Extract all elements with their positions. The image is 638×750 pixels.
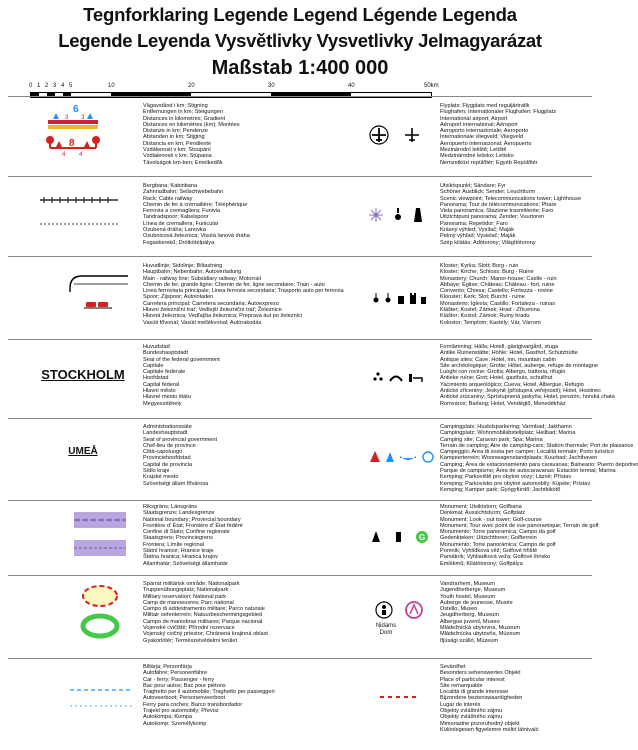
section-divider — [8, 339, 592, 340]
legend-text-left: Bergbana; Kabinbana Zahnradbahn; Seilschwebebahn Rack; Cable railway Chemin de fer à crémaillère; Téléphérique Ferrovia a cremagliera; Funivia Tandradspoor; Kabelspoor Línea de cremallera; Funicular Ozubená dráha; Lanovka Ozubnicová železnica; Visutá lanová dráha Fogaskerekű; Drótkötélpálya — [143, 183, 250, 246]
scale-label: 5 — [69, 83, 73, 89]
gradient-label: 4 — [79, 152, 83, 158]
legend-text-right: Flyplats; Flygplats med reguljärtrafik Flughafen; Internationaler Flughafen; Flugplatz International airport; Airport Aéroport international; Aéroport Aeroporto internazionale; Aeroporto Internationale vliegveld; Vliegveld Aeropuerto internacional; Aeropuerto Mezinárodní letiště; Letiště Medzinárodné letisko; Letisko Nemzetközi repülőtér; Egyéb Repülőtér — [440, 103, 556, 166]
scale-label: 4 — [61, 83, 65, 89]
scale-label: 40 — [348, 83, 355, 89]
legend-text-left: Spärrat militärisk område; Nationalpark Truppenübungsplatz; Nationalpark Military reservation; National park Camp de manoeuvres; Parc national Campo di addestramento militare; Parco naturale Militair oefenterrein; Natuurbeschermingsgebied Campo de maniobras militares; Parque nacional Vojenské cvičiště; Přírodní rezervace Vojenský cvičný priestor; Chránená krajinná oblast Gyakorlótér; Természetvédelmi terület — [143, 581, 268, 644]
legend-text-left: Vägavstånd i km; Stigning Entfernungen in km; Steigungen Distances in kilometres; Gradient Distances en kilomètres (km); Montées Distanze in km; Pendenze Afstanden in km; Stijging Distancia en km; Pendiente Vzdálenosti v km; Stoupání Vzdialenosti v km; Stúpania Távolságok km-ben; Emelkedők — [143, 103, 240, 166]
section-divider — [8, 256, 592, 257]
museum-example-label: Dom — [379, 630, 393, 636]
section-divider — [8, 658, 592, 659]
section-divider — [8, 575, 592, 576]
monument-tower-golf-icons — [370, 530, 430, 544]
title-line-2: Legende Leyenda Vysvětlivky Vysvetlivky Jelmagyarázat — [58, 30, 542, 51]
section-divider — [8, 500, 592, 501]
scale-title: Maßstab 1:400 000 — [211, 57, 389, 79]
rack-railway-symbol — [40, 184, 120, 244]
scale-label: 2 — [45, 83, 49, 89]
scale-label: 1 — [37, 83, 41, 89]
camping-caravan-spa-marina-icons — [370, 450, 436, 464]
title-line-1: Tegnforklaring Legende Legend Légende Legenda — [83, 4, 517, 25]
section-divider — [8, 418, 592, 419]
legend-text-left: Administrationssäte Landeshauptstadt Seat of provincial government Chef-lieu de province Città-capoluogo Provinciehoofdstad Capital de provincia Sídlo kraje Krajské mesto Szövetségi állam fővárosa — [143, 424, 218, 487]
gradient-label: 3 — [81, 115, 85, 121]
scale-label: 3 — [53, 83, 57, 89]
hostel-museum-icons — [374, 599, 426, 621]
scale-label: 30 — [268, 83, 275, 89]
legend-section-railways-viewpoints — [0, 180, 600, 252]
legend-section-capitals-sites — [0, 343, 615, 413]
boundary-symbols — [74, 512, 128, 564]
legend-text-right: Kloster; Kyrka; Slott; Borg - ruin Kloster; Kirche; Schloss; Burg - Ruine Monastery; Church; Manor-house; Castle - ruin Abbaye; Église; Château; Château - fort, ruine Convento; Chiesa; Castello; Fortezza - rovine Klooster; Kerk; Slot; Burcht - ruïne Monasterio; Iglesia; Castillo; Fortaleza - ruinas Klášter; Kostel; Zámek; Hrad - Zřícenina Kláštor; Kostol; Zámok; Ruiny hradu Kolostor; Templom; Kastély; Vár, Várrom — [440, 263, 557, 326]
ruins-cave-hotel-icons — [372, 369, 430, 385]
distance-label: 8 — [69, 138, 75, 149]
legend-text-right: Utsiktspunkt; Sändare; Fyr Schöner Ausblick; Sender; Leuchtturm Scenic viewpoint; Telecommunications tower; Lighthouse Panorama; Tour de télécommunications; Phare Vista panoramica; Stazione trasmittente; Faro Uitzichtpunt panorama; Zender; Vuurtoren Panorama; Repetidor; Faro Krásný výhled; Vysílač; Maják Pekný výhľad; Vysielač; Maják Szép kilátás; Adótorony; Világítótorony — [440, 183, 582, 246]
monastery-church-castle-icons — [372, 292, 428, 306]
svg-text:G: G — [419, 533, 426, 542]
capital-city-label: STOCKHOLM — [41, 367, 125, 382]
legend-section-provincial-camping — [0, 422, 638, 496]
section-divider — [8, 96, 592, 97]
legend-text-left: Huvudlinje; Sidolinje; Biltastning Hauptbahn; Nebenbahn; Autoverladung Main - railway line; Subsidiary railway; Motorrail Chemin de fer, grande ligne; Chemin de fer, ligne secondaire; Train - auto Linea ferroviaria principale; Linea ferrovia secondaria; Trasporto auto per ferrovia Spoor; Zijspoor; Autoinladen Carretera principal; Carretera secundaria; Autoexpreso Hlavní železniční trať; Vedlejší železniční trať; Železnice Hlavná železnica; Vedľajšia železnica; Preprava áut po železnici Vasúti fővonal; Vasúti mellékvonal; Autórakodás — [143, 263, 344, 326]
place-of-interest-icon — [378, 692, 418, 702]
scale-label: 20 — [188, 83, 195, 89]
legend-section-rail-lines-churches — [0, 260, 600, 336]
scale-label: 10 — [108, 83, 115, 89]
legend-text-left: Biltärja; Personfärja Autofähre; Personenfähre Car - ferry; Passenger - ferry Bac pour autos; Bac pour piétons Traghetto per il automobile; Traghetto per passeggeri Autoveerboot; Personenveerboot Ferry para coches; Barco transbordador Trajekt pro automobily; Převoz Autokompa; Kompa Autokomp; Személykomp — [143, 664, 275, 727]
legend-text-left: Huvudstad Bundeshauptstadt Seat of the federal government Capitale Capitale federale Hoofdstad Capital federal Hlavní město Hlavné mesto štátu Megyeszékhely — [143, 344, 220, 407]
museum-example-label: Nidams — [375, 623, 397, 629]
distance-label: 6 — [73, 104, 79, 115]
legend-section-parks-museums — [0, 579, 600, 655]
provincial-seat-label: UMEÅ — [68, 446, 98, 457]
legend-section-ferries-sights — [0, 662, 600, 744]
section-divider — [8, 176, 592, 177]
legend-section-distances — [0, 100, 600, 172]
ferry-lines-symbol — [70, 684, 134, 718]
military-park-symbols — [80, 583, 122, 645]
gradient-label: 4 — [62, 152, 66, 158]
scale-bar-track — [30, 92, 432, 98]
legend-text-right: Fornlämning; Hälla; Hotell, gästgivargård, stuga Antike Ruinenstätte; Höhle; Hotel, Gasthof, Schutzhütte Antique sites; Cave; Hotel, inn, mountain cabin Site archéologique; Grotte; Hôtel, auberge, refuge de montagne Luoghi con rovine; Grotta; Albergo, trattoria, rifugio Antieke ruïne; Grot; Hotel, gasthuis, schuilhut Yacimiento arqueológico; Cueva; Hotel, Albergue, Refugio Antické zříceniny; Jeskyně (přístupná veřejnosti); Hotel, Hostinec Antické zrúcaniny; Sprístupnená jaskyňa; Hotel, penzión, horská chata Romváros; Barlang; Hotel, Vendéglő, Menedékház — [440, 344, 615, 407]
railway-lines-symbol — [70, 264, 130, 316]
legend-text-left: Riksgräns; Länsgräns Staatsgrenze; Landesgrenze National boundary; Provincial boundary Frontière d' État; Frontière d' État fédéré Confine di Stato; Confine regionale Staatsgrens; Provinciegrens Frontera; Límite regional Státní hranice; Hranice kraje Štátna hranica; Hranica krajov Allamhatár; Szövetségi államhatár — [143, 504, 243, 567]
distance-gradient-symbols — [42, 100, 112, 172]
airport-icon — [368, 124, 428, 146]
legend-text-right: Sevärdhet Besonders sehenswertes Objekt Place of particular interest Site remarquable Località di grande interesse Bijzondere bezienswaardigheden Lugar de interés Objekty zvláštního zájmu Objekty zvláštního zájmu Mimoriadne pozoruhodný objekt Különlegesen figyelemre méltó látnivaló — [440, 664, 539, 733]
viewpoint-tower-lighthouse-icons — [366, 206, 430, 224]
scale-label: 50km — [424, 83, 439, 89]
scale-label: 0 — [29, 83, 33, 89]
legend-text-right: Vandrarhem, Museum Jugendherberge, Museum Youth hostel, Museum Auberge de jeunesse, Musée Ostello, Museo Jeugdherberg, Museum Albergue juvenil, Museo Mládežnická ubytovna, Muzeum Mládežnícka ubytovňa, Múzeum Ifjúsági szálló, Múzeum — [440, 581, 521, 644]
legend-section-boundaries-monuments — [0, 504, 600, 572]
legend-text-right: Monument; Utsiktstorn; Golfbana Denkmal; Aussichtsturm; Golfplatz Monument; Look - out tower; Golf-course Monument; Tour avec point de vue panoramique; Terrain de golf Monumento; Torre panoramica; Campo da golf Gedenkteken; Uitzichttoren; Golfterrein Monumento; Torre panorámica; Campo de golf Pomník; Vyhlídková věž; Golfové hřiště Pamätník; Vyhliadková veža; Golfové ihrisko Emlékmű; Kilátótorony; Golfpálya — [440, 504, 599, 567]
gradient-label: 3 — [65, 115, 69, 121]
legend-text-right: Campingplats; Husbilsparkering; Varmbad; Jakthamn Campingplatz; Wohnmobilabstellplatz; Heilbad; Marina Camping site; Caravan park; Spa; Marina Terrain de camping; Aire de camping-cars; Station thermale; Port de plaisance Campeggio; Area di sosta per camper; Località termale; Porto turistico Kampeerterrein; Woonwagenstandplaats; Kuurbad; Jachthaven Camping; Área de estacionamiento para caravanas; Balneario; Puerto deportivo Parque de campismo; Área de autocaravanas; Estación termal; Marina Kemping; Parkoviště pro obytné vozy; Lázně; Přístav Kemping; Parkovisko pre obytné automobily; Kúpele; Prístav Kemping; Kamper park; Gyógyfürdő; Jachtkikötő — [440, 424, 638, 493]
